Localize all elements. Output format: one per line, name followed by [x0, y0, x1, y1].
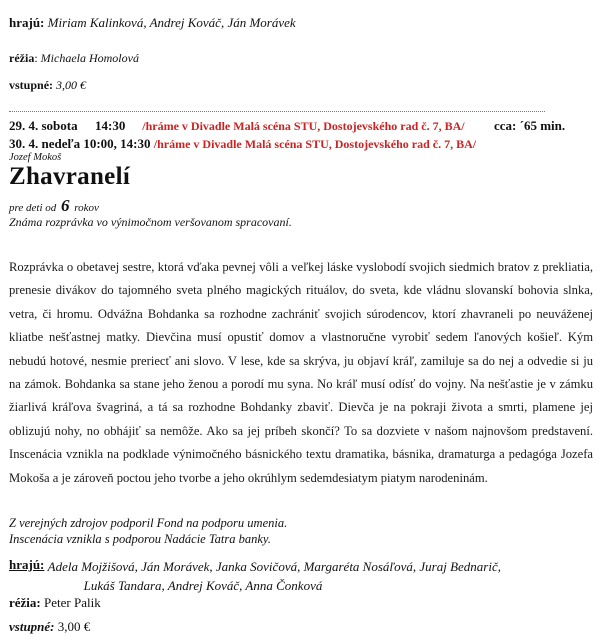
director-label: réžia:: [9, 595, 41, 610]
top-price-value: 3,00 €: [56, 78, 87, 92]
schedule-time: 14:30: [95, 118, 126, 133]
support-note: Inscenácia vznikla s podporou Nadácie Tatra banky.: [9, 532, 271, 546]
show-subtitle: Známa rozprávka vo výnimočnom veršovanom spracovaní.: [9, 215, 292, 229]
director-name: Peter Palik: [44, 595, 101, 610]
top-price-line: [9, 78, 86, 93]
age-prefix: pre deti od: [9, 202, 57, 214]
director-line: [9, 595, 101, 611]
cast-label: hrajú:: [9, 557, 45, 572]
age-number: 6: [61, 196, 70, 215]
schedule-date: 29. 4. sobota: [9, 118, 78, 133]
schedule-venue: /hráme v Divadle Malá scéna STU, Dostojevského rad č. 7, BA/: [142, 119, 465, 133]
schedule-date: 30. 4. nedeľa: [9, 136, 81, 151]
price-line: [9, 619, 90, 635]
schedule-venue: /hráme v Divadle Malá scéna STU, Dostojevského rad č. 7, BA/: [153, 137, 477, 151]
schedule-time: 10:00, 14:30: [83, 136, 151, 151]
schedule-row: [9, 136, 476, 152]
dotted-divider: [9, 111, 545, 112]
duration: cca: ´65 min.: [494, 118, 566, 133]
top-director-name: Michaela Homolová: [40, 51, 139, 65]
top-director-line: [9, 51, 139, 66]
top-director-label: réžia: [9, 51, 35, 65]
support-note: Z verejných zdrojov podporil Fond na podporu umenia.: [9, 516, 288, 530]
top-cast-names: Miriam Kalinková, Andrej Kováč, Ján Morávek: [47, 15, 296, 30]
top-cast-label: hrajú:: [9, 15, 45, 30]
show-description: Rozprávka o obetavej sestre, ktorá vďaka pevnej vôli a veľkej láske vyslobodí svojich siedmich bratov z prekliatia, prenesie divákov do tajomného sveta plného magických rituálov, do sveta, kde vládnu slovanskí bohovia slnka, vetra, či hromu. Odvážna Bohdanka sa rozhodne zachrániť svojich súrodencov, ktorí zhavraneli po neuváženej kliatbe nešťastnej matky. Dievčina musí opustiť domov a vlastnoručne vyrobiť sedem ľanových košieľ. Kým nebudú hotové, nesmie prerieсť ani slovo. V lese, kde sa skrýva, ju objaví kráľ, zamiluje sa do nej a odvedie si ju na zámok. Bohdanka sa stane jeho ženou a porodí mu syna. No kráľ musí odísť do vojny. Na nešťastie je v zámku žiarlivá kráľova švagriná, a tá sa rozhodne Bohdanky zbaviť. Dievča je na pokraji života a smrti, plamene jej oblizujú nohy, no obhájiť sa nemôže. Ako sa jej príbeh skončí? To sa dozviete v našom najnovšom predstavení. Inscenácia vznikla na podklade výnimočného básnického textu dramatika, básnika, dramaturga a pedagóga Jozefa Mokoša a je zároveň poctou jeho tvorbe a jeho okrúhlym sedemdesiatym piatym narodeninám.: [9, 260, 593, 485]
top-price-label: vstupné:: [9, 78, 54, 92]
age-recommendation: [9, 196, 99, 216]
cast-line: Lukáš Tandara, Andrej Kováč, Anna Čonková: [83, 578, 323, 593]
author: Jozef Mokoš: [9, 152, 62, 163]
top-cast-line: [9, 15, 296, 31]
top-director-colon: :: [34, 51, 38, 65]
price-label: vstupné:: [9, 619, 55, 634]
age-suffix: rokov: [74, 202, 99, 214]
cast-names: [48, 557, 568, 595]
cast-block: [9, 557, 594, 595]
schedule-row: [9, 118, 465, 134]
cast-line: Adela Mojžišová, Ján Morávek, Janka Sovičová, Margaréta Nosáľová, Juraj Bednarič,: [47, 559, 502, 574]
price-value: 3,00 €: [57, 619, 91, 634]
show-title: Zhavranelí: [9, 163, 131, 190]
